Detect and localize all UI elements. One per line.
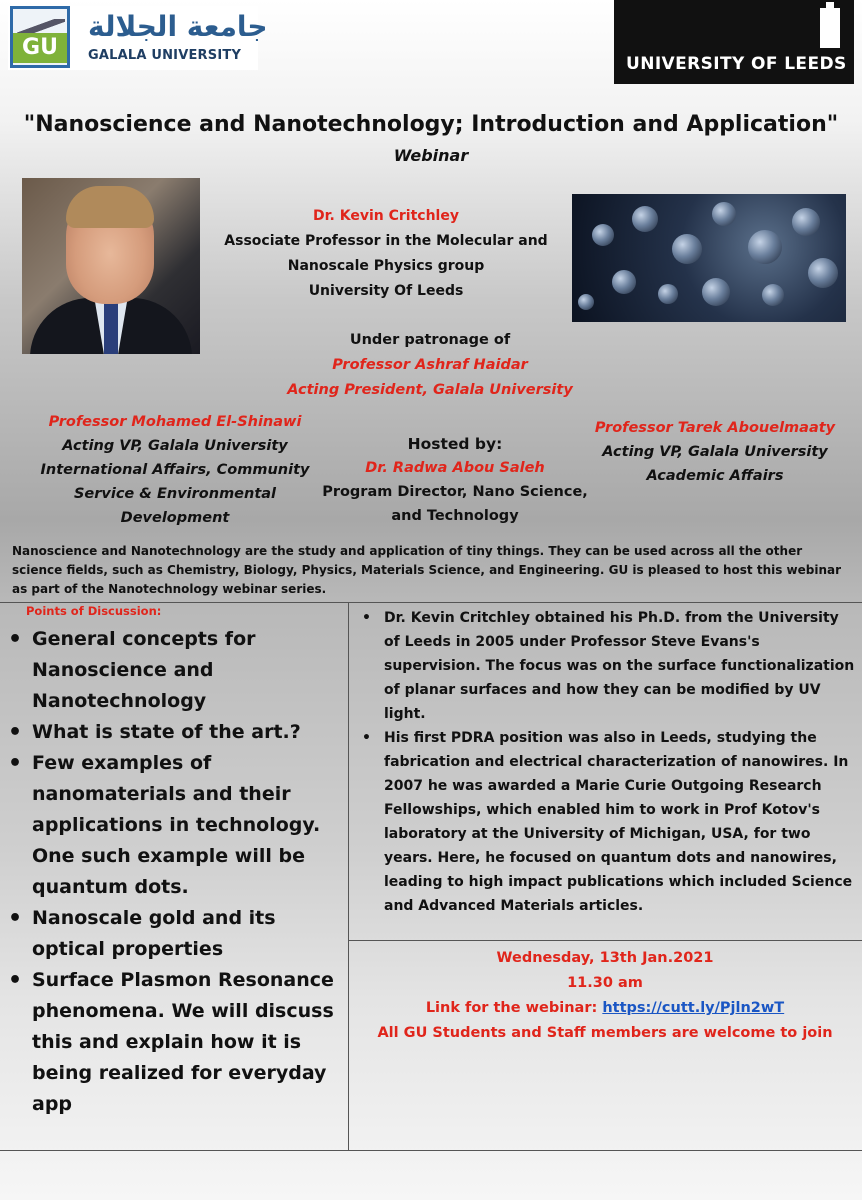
discussion-points bbox=[8, 624, 344, 1120]
gu-latin-name: GALALA UNIVERSITY bbox=[88, 48, 242, 63]
left-vp-block bbox=[20, 410, 330, 530]
galala-university-logo bbox=[8, 6, 268, 70]
list-item: • General concepts for Nanoscience and Nanotechnology bbox=[8, 624, 344, 717]
speaker-line: University Of Leeds bbox=[308, 283, 464, 299]
gu-logo-text: GU bbox=[13, 33, 67, 63]
hosted-block bbox=[310, 432, 600, 528]
host-name: Dr. Radwa Abou Saleh bbox=[365, 460, 545, 476]
host-line: and Technology bbox=[391, 508, 519, 524]
patron-role: Acting President, Galala University bbox=[287, 382, 573, 398]
right-vp-line: Academic Affairs bbox=[646, 468, 784, 484]
speaker-line: Nanoscale Physics group bbox=[287, 258, 485, 274]
link-label: Link for the webinar: bbox=[425, 1000, 603, 1016]
speaker-name: Dr. Kevin Critchley bbox=[313, 208, 459, 224]
event-time: 11.30 am bbox=[567, 975, 643, 991]
event-date: Wednesday, 13th Jan.2021 bbox=[496, 950, 714, 966]
list-item: • His first PDRA position was also in Leeds, studying the fabrication and electrical characterization of nanowires. In 2007 he was awarded a Marie Curie Outgoing Research Fellowships, which enabled him to work in Prof Kotov's laboratory at the University of Michigan, USA, for two years. Here, he focused on quantum dots and nanowires, leading to high impact publications which included Science and Advanced Materials articles. bbox=[356, 726, 856, 918]
left-vp-line: Acting VP, Galala University bbox=[62, 438, 288, 454]
gu-emblem bbox=[10, 6, 70, 68]
leeds-name: UNIVERSITY OF LEEDS bbox=[626, 54, 847, 74]
patron-name: Professor Ashraf Haidar bbox=[332, 357, 528, 373]
speaker-info bbox=[200, 204, 572, 304]
speaker-line: Associate Professor in the Molecular and bbox=[224, 233, 548, 249]
speaker-photo bbox=[22, 178, 200, 354]
right-vp-name: Professor Tarek Abouelmaaty bbox=[594, 420, 836, 436]
divider bbox=[348, 940, 862, 941]
patronage-block bbox=[180, 328, 680, 403]
host-line: Program Director, Nano Science, bbox=[322, 484, 588, 500]
left-vp-line: Service & Environmental bbox=[73, 486, 277, 502]
speaker-bio bbox=[356, 606, 856, 918]
patronage-label: Under patronage of bbox=[349, 332, 511, 348]
left-vp-line: International Affairs, Community bbox=[40, 462, 310, 478]
list-item: • Dr. Kevin Critchley obtained his Ph.D. from the University of Leeds in 2005 under Professor Steve Evans's supervision. The focus was on the surface functionalization of planar surfaces and how they can be modified by UV light. bbox=[356, 606, 856, 726]
webinar-link[interactable]: https://cutt.ly/Pjln2wT bbox=[602, 1000, 785, 1016]
webinar-title: "Nanoscience and Nanotechnology; Introduction and Application" bbox=[23, 112, 839, 137]
tower-icon bbox=[820, 8, 840, 48]
list-item: • Few examples of nanomaterials and their applications in technology. One such example will be quantum dots. bbox=[8, 748, 344, 903]
welcome-text: All GU Students and Staff members are welcome to join bbox=[377, 1025, 833, 1041]
intro-paragraph: Nanoscience and Nanotechnology are the study and application of tiny things. They can be used across all the other science fields, such as Chemistry, Biology, Physics, Materials Science, and Engineering. GU is pleased to host this webinar as part of the Nanotechnology webinar series. bbox=[12, 544, 842, 596]
list-item: • What is state of the art.? bbox=[8, 717, 344, 748]
gu-arabic-name: جامعة الجلالة bbox=[88, 10, 268, 43]
list-item: • Nanoscale gold and its optical properties bbox=[8, 903, 344, 965]
nanostructure-image bbox=[572, 194, 846, 322]
divider bbox=[0, 1150, 862, 1151]
divider bbox=[0, 602, 862, 603]
hosted-label: Hosted by: bbox=[407, 435, 503, 453]
list-item: • Surface Plasmon Resonance phenomena. We will discuss this and explain how it is being realized for everyday app bbox=[8, 965, 344, 1120]
left-vp-name: Professor Mohamed El-Shinawi bbox=[48, 414, 302, 430]
event-details bbox=[352, 946, 858, 1046]
points-label: Points of Discussion: bbox=[26, 604, 162, 618]
left-vp-line: Development bbox=[120, 510, 230, 526]
right-vp-line: Acting VP, Galala University bbox=[602, 444, 828, 460]
divider bbox=[348, 602, 349, 1150]
leeds-logo bbox=[614, 0, 854, 84]
right-vp-block bbox=[580, 416, 850, 488]
webinar-subtitle: Webinar bbox=[393, 146, 469, 165]
